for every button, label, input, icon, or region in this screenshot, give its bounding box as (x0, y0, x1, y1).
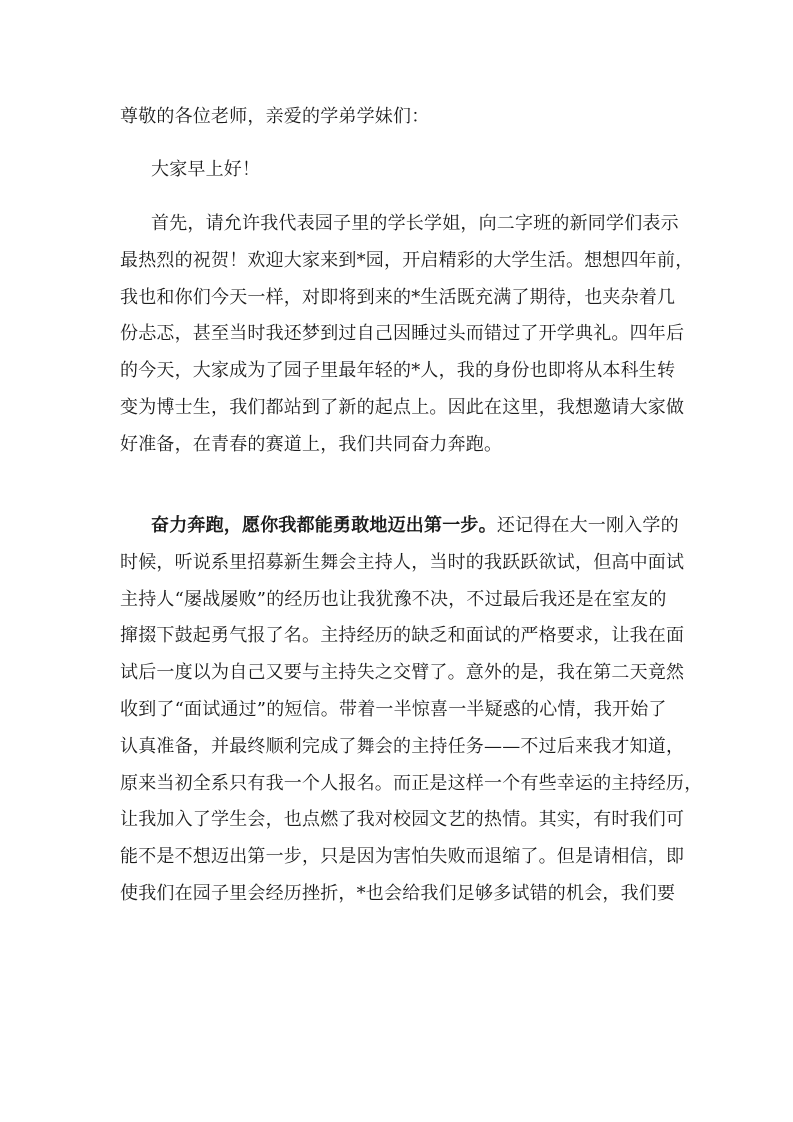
paragraph-line: 使我们在园子里会经历挫折，*也会给我们足够多试错的机会，我们要 (120, 882, 676, 904)
paragraph-1 (120, 206, 694, 464)
paragraph-line: 撺掇下鼓起勇气报了名。主持经历的缺乏和面试的严格要求，让我在面 (120, 625, 685, 647)
paragraph-line: 能不是不想迈出第一步，只是因为害怕失败而退缩了。但是请相信，即 (120, 846, 685, 868)
paragraph-line: 时候，听说系里招募新生舞会主持人，当时的我跃跃欲试，但高中面试 (120, 551, 685, 573)
paragraph-line: 主持人“屡战屡败”的经历也让我犹豫不决，不过最后我还是在室友的 (120, 588, 667, 610)
morning-greeting (120, 152, 680, 189)
paragraph-line: 收到了“面试通过”的短信。带着一半惊喜一半疑惑的心情，我开始了 (120, 698, 667, 720)
salutation (120, 99, 680, 136)
morning-greeting-line: 大家早上好！ (151, 159, 261, 180)
paragraph-line: 认真准备，并最终顺利完成了舞会的主持任务——不过后来我才知道， (120, 735, 685, 757)
paragraph-line: 的今天，大家成为了园子里最年轻的*人，我的身份也即将从本科生转 (120, 360, 676, 382)
salutation-line: 尊敬的各位老师，亲爱的学弟学妹们： (120, 106, 430, 127)
paragraph-heading: 奋力奔跑，愿你我都能勇敢地迈出第一步。 (151, 515, 497, 536)
paragraph-line: 最热烈的祝贺！欢迎大家来到*园，开启精彩的大学生活。想想四年前， (120, 249, 694, 271)
paragraph-line: 好准备，在青春的赛道上，我们共同奋力奔跑。 (120, 433, 503, 455)
paragraph-2 (120, 508, 703, 913)
paragraph-line: 让我加入了学生会，也点燃了我对校园文艺的热情。其实，有时我们可 (120, 809, 685, 831)
paragraph-line: 试后一度以为自己又要与主持失之交臂了。意外的是，我在第二天竟然 (120, 662, 685, 684)
paragraph-first-line (120, 508, 680, 545)
paragraph-line: 原来当初全系只有我一个人报名。而正是这样一个有些幸运的主持经历， (120, 772, 703, 794)
paragraph-first-line-rest: 还记得在大一刚入学的 (496, 515, 679, 536)
paragraph-line: 首先，请允许我代表园子里的学长学姐，向二字班的新同学们表示 (151, 213, 679, 234)
paragraph-line: 变为博士生，我们都站到了新的起点上。因此在这里，我想邀请大家做 (120, 396, 685, 418)
paragraph-line: 份忐忑，甚至当时我还梦到过自己因睡过头而错过了开学典礼。四年后 (120, 323, 685, 345)
paragraph-line: 我也和你们今天一样，对即将到来的*生活既充满了期待，也夹杂着几 (120, 286, 676, 308)
